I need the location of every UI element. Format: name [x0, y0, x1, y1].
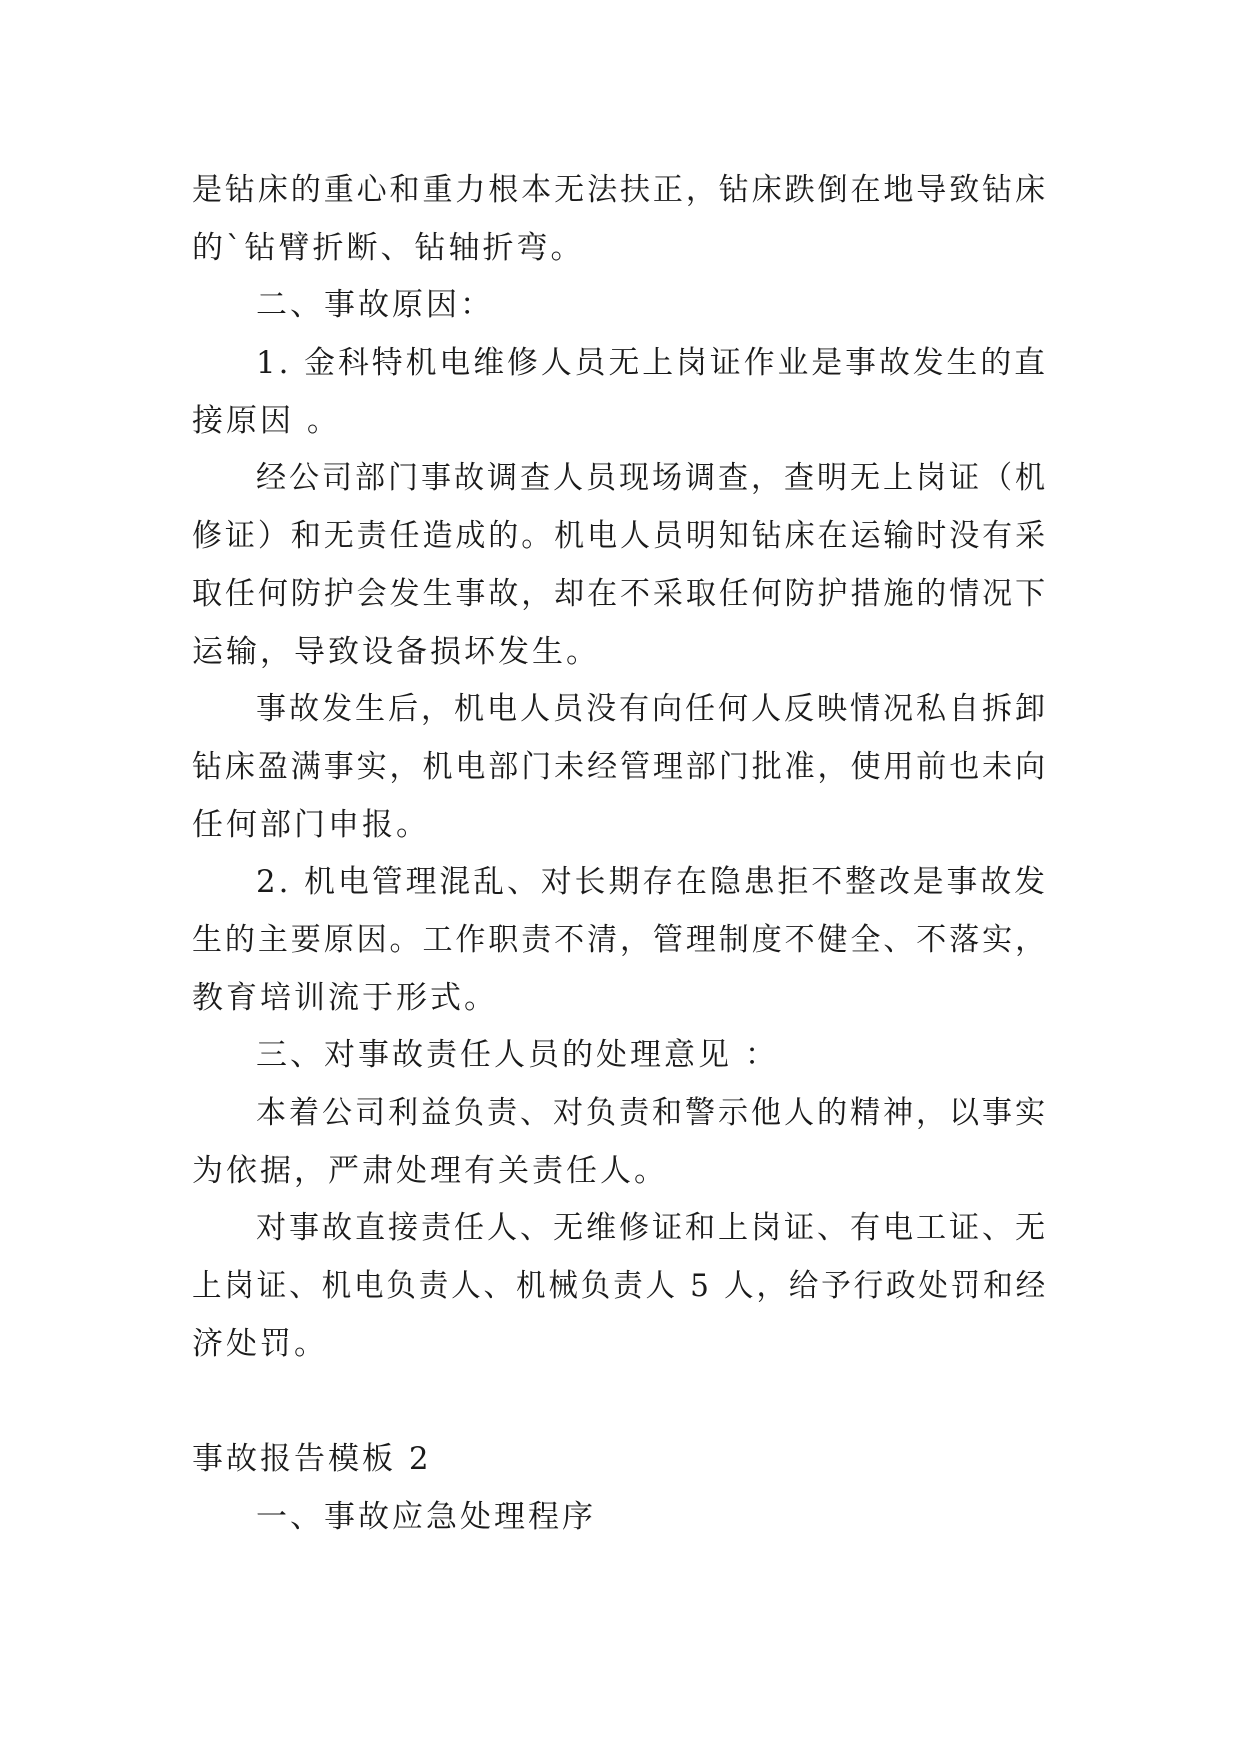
section-heading-handling: 三、对事故责任人员的处理意见 ：: [256, 1037, 779, 1073]
text-line-17: 本着公司利益负责、对负责和警示他人的精神，以事实: [256, 1095, 1048, 1131]
text-line-4: 1. 金科特机电维修人员无上岗证作业是事故发生的直: [256, 345, 1048, 381]
section-heading-cause: 二、事故原因：: [256, 287, 494, 323]
template-title: 事故报告模板 2: [192, 1441, 432, 1477]
text-line-18: 为依据，严肃处理有关责任人。: [192, 1153, 668, 1189]
section-heading-emergency: 一、事故应急处理程序: [256, 1499, 596, 1535]
text-line-20: 上岗证、机电负责人、机械负责人 5 人，给予行政处罚和经: [192, 1268, 1048, 1304]
text-line-10: 事故发生后，机电人员没有向任何人反映情况私自拆卸: [256, 691, 1048, 727]
text-line-8: 取任何防护会发生事故，却在不采取任何防护措施的情况下: [192, 576, 1048, 612]
text-line-19: 对事故直接责任人、无维修证和上岗证、有电工证、无: [256, 1210, 1048, 1246]
text-line-15: 教育培训流于形式。: [192, 980, 498, 1016]
text-line-1: 是钻床的重心和重力根本无法扶正，钻床跌倒在地导致钻床: [192, 172, 1048, 208]
text-line-13: 2. 机电管理混乱、对长期存在隐患拒不整改是事故发: [256, 864, 1048, 900]
text-line-7: 修证）和无责任造成的。机电人员明知钻床在运输时没有采: [192, 518, 1048, 554]
text-line-21: 济处罚。: [192, 1326, 328, 1362]
text-line-12: 任何部门申报。: [192, 807, 430, 843]
text-line-11: 钻床盈满事实，机电部门未经管理部门批准，使用前也未向: [192, 749, 1048, 785]
text-line-6: 经公司部门事故调查人员现场调查，查明无上岗证（机: [256, 460, 1048, 496]
text-line-2: 的`钻臂折断、钻轴折弯。: [192, 230, 585, 266]
text-line-9: 运输，导致设备损坏发生。: [192, 634, 600, 670]
text-line-14: 生的主要原因。工作职责不清，管理制度不健全、不落实，: [192, 922, 1048, 958]
text-line-5: 接原因 。: [192, 403, 341, 439]
